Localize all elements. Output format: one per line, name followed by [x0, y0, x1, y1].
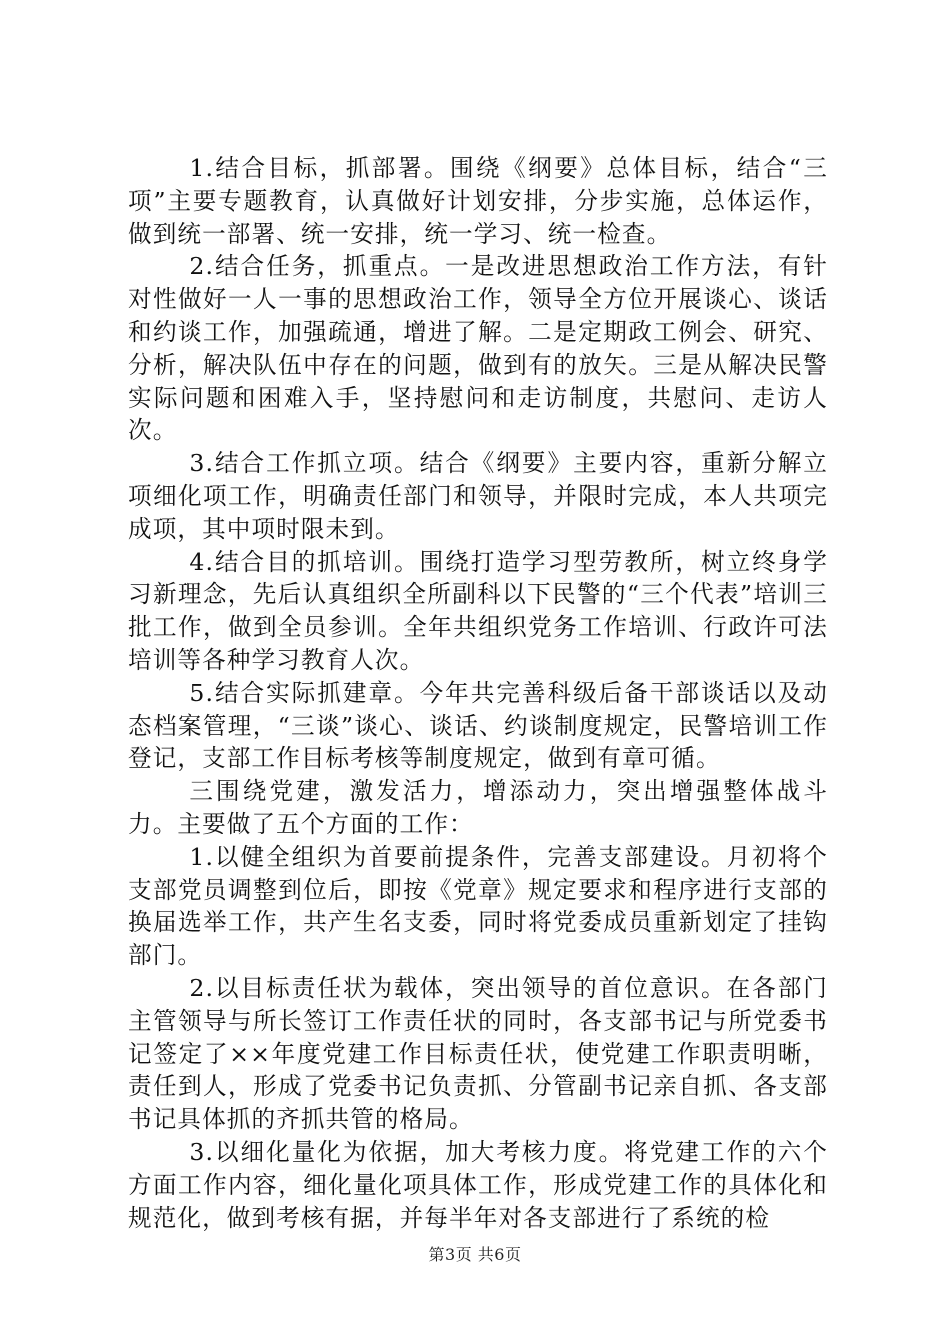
paragraph-6: 三围绕党建，激发活力，增添动力，突出增强整体战斗力。主要做了五个方面的工作：: [128, 777, 828, 838]
page-number-footer: 第3页 共6页: [428, 1245, 522, 1264]
paragraph-3: 3.结合工作抓立项。结合《纲要》主要内容，重新分解立项细化项工作，明确责任部门和领导，并限时完成，本人共项完成项，其中项时限未到。: [128, 449, 828, 543]
paragraph-7: 1.以健全组织为首要前提条件，完善支部建设。月初将个支部党员调整到位后，即按《党章》规定要求和程序进行支部的换届选举工作，共产生名支委，同时将党委成员重新划定了挂钩部门。: [128, 842, 828, 970]
document-body: [128, 152, 828, 1234]
paragraph-9: 3.以细化量化为依据，加大考核力度。将党建工作的六个方面工作内容，细化量化项具体工作，形成党建工作的具体化和规范化，做到考核有据，并每半年对各支部进行了系统的检: [128, 1137, 828, 1232]
paragraph-1: 1.结合目标，抓部署。围绕《纲要》总体目标，结合“三项”主要专题教育，认真做好计划安排，分步实施，总体运作，做到统一部署、统一安排，统一学习、统一检查。: [128, 154, 828, 248]
paragraph-4: 4.结合目的抓培训。围绕打造学习型劳教所，树立终身学习新理念，先后认真组织全所副科以下民警的“三个代表”培训三批工作，做到全员参训。全年共组织党务工作培训、行政许可法培训等各种学习教育人次。: [128, 547, 828, 674]
paragraph-2: 2.结合任务，抓重点。一是改进思想政治工作方法，有针对性做好一人一事的思想政治工作，领导全方位开展谈心、谈话和约谈工作，加强疏通，增进了解。二是定期政工例会、研究、分析，解决队伍中存在的问题，做到有的放矢。三是从解决民警实际问题和困难入手，坚持慰问和走访制度，共慰问、走访人次。: [128, 252, 828, 445]
paragraph-8: 2.以目标责任状为载体，突出领导的首位意识。在各部门主管领导与所长签订工作责任状的同时，各支部书记与所党委书记签定了××年度党建工作目标责任状，使党建工作职责明晰，责任到人，形成了党委书记负责抓、分管副书记亲自抓、各支部书记具体抓的齐抓共管的格局。: [128, 973, 828, 1134]
paragraph-5: 5.结合实际抓建章。今年共完善科级后备干部谈话以及动态档案管理，“三谈”谈心、谈话、约谈制度规定，民警培训工作登记，支部工作目标考核等制度规定，做到有章可循。: [128, 678, 828, 773]
